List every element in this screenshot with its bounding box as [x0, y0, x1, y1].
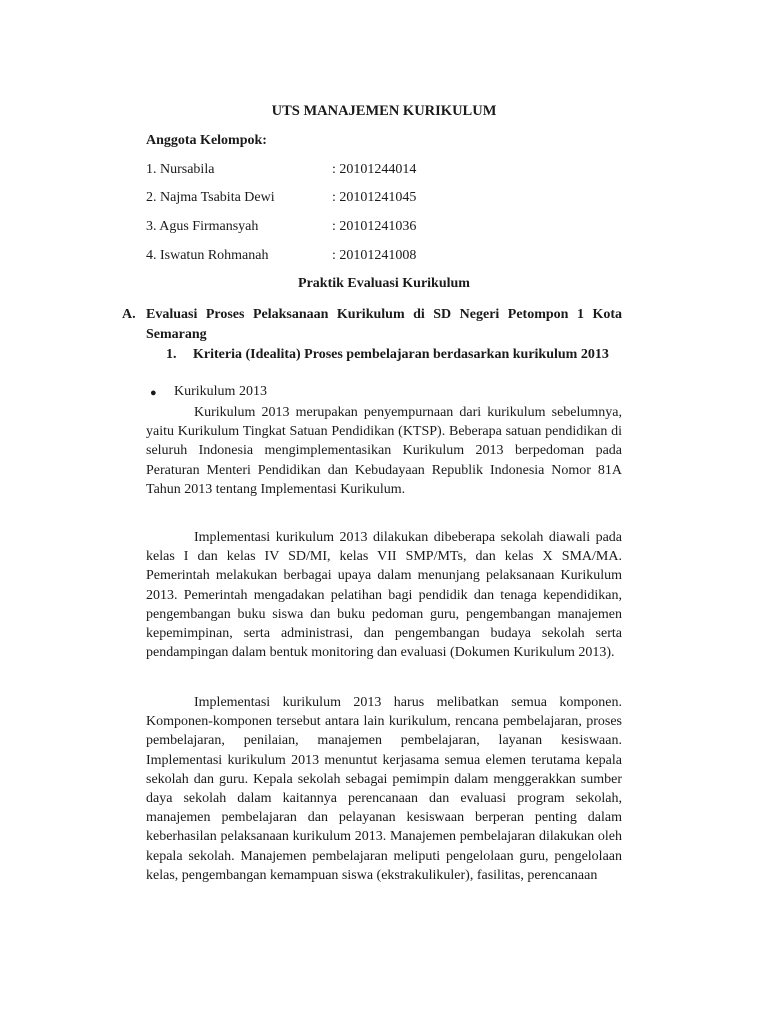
subsection-1-text: Kriteria (Idealita) Proses pembelajaran berdasarkan kurikulum 2013	[193, 347, 609, 362]
section-a-heading	[122, 305, 622, 344]
member-name: 2. Najma Tsabita Dewi	[146, 190, 275, 205]
body-paragraph: Kurikulum 2013 merupakan penyempurnaan dari kurikulum sebelumnya, yaitu Kurikulum Tingkat Satuan Pendidikan (KTSP). Beberapa satuan pendidikan di seluruh Indonesia mengimplementasikan Kurikulum 2013 berpedoman pada Peraturan Menteri Pendidikan dan Kebudayaan Republik Indonesia Nomor 81A Tahun 2013 tentang Implementasi Kurikulum.	[146, 405, 622, 497]
section-subtitle: Praktik Evaluasi Kurikulum	[298, 276, 470, 291]
body-paragraph: Implementasi kurikulum 2013 dilakukan dibeberapa sekolah diawali pada kelas I dan kelas IV SD/MI, kelas VII SMP/MTs, dan kelas X SMA/MA. Pemerintah melakukan berbagai upaya dalam menunjang pelaksanaan Kurikulum 2013. Pemerintah mengadakan pelatihan bagi pendidik dan tenaga kependidikan, pengembangan buku siswa dan buku pedoman guru, pengembangan manajemen kepemimpinan, serta administrasi, dan pengembangan budaya sekolah serta pendampingan dalam bentuk monitoring dan evaluasi (Dokumen Kurikulum 2013).	[146, 530, 622, 661]
subsection-1-number: 1.	[166, 347, 177, 362]
member-nim: : 20101244014	[332, 162, 417, 177]
document-title: UTS MANAJEMEN KURIKULUM	[271, 103, 497, 119]
member-name: 1. Nursabila	[146, 162, 215, 177]
subsection-1-heading	[166, 345, 622, 365]
bullet-icon: ●	[150, 387, 157, 399]
member-name: 4. Iswatun Rohmanah	[146, 248, 269, 263]
member-nim: : 20101241008	[332, 248, 417, 263]
section-a-text: Evaluasi Proses Pelaksanaan Kurikulum di SD Negeri Petompon 1 Kota Semarang	[146, 307, 622, 342]
body-paragraph: Implementasi kurikulum 2013 harus melibatkan semua komponen. Komponen-komponen tersebut antara lain kurikulum, rencana pembelajaran, proses pembelajaran, penilaian, manajemen pembelajaran, layanan kesiswaan. Implementasi kurikulum 2013 menuntut kerjasama semua elemen terutama kepala sekolah dan guru. Kepala sekolah sebagai pemimpin dalam menggerakkan sumber daya sekolah dalam kaitannya perencanaan dan evaluasi program sekolah, manajemen pembelajaran dan pelayanan kesiswaan berperan penting dalam keberhasilan pelaksanaan kurikulum 2013. Manajemen pembelajaran dilakukan oleh kepala sekolah. Manajemen pembelajaran meliputi pengelolaan guru, pengelolaan kelas, pengembangan kemampuan siswa (ekstrakulikuler), fasilitas, perencanaan	[146, 695, 622, 883]
member-nim: : 20101241036	[332, 219, 417, 234]
members-heading: Anggota Kelompok:	[146, 133, 267, 148]
member-name: 3. Agus Firmansyah	[146, 219, 259, 234]
member-nim: : 20101241045	[332, 190, 417, 205]
bullet-text: Kurikulum 2013	[174, 384, 267, 399]
section-a-letter: A.	[122, 307, 136, 322]
